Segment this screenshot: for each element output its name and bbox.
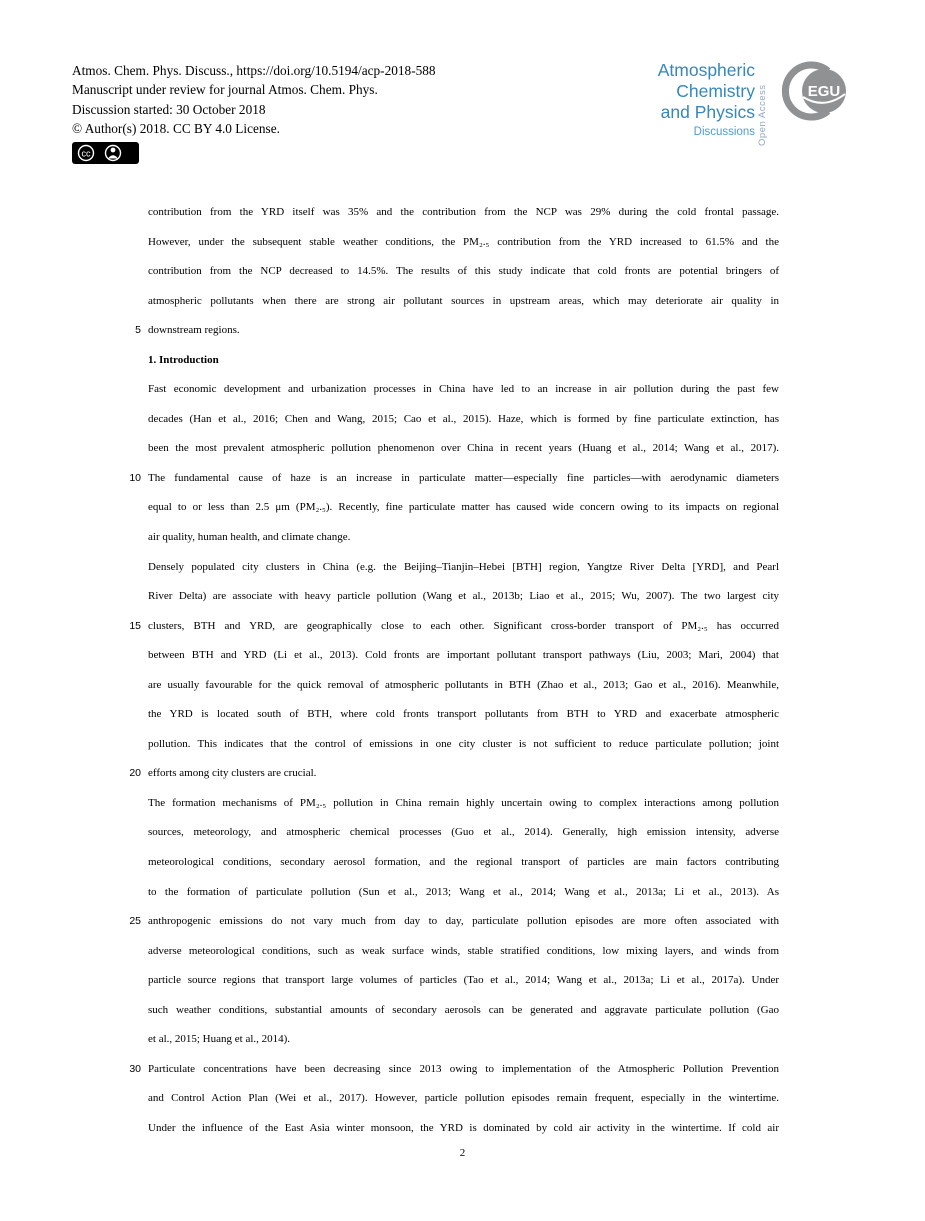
body-line (123, 1025, 779, 1055)
body-line (123, 730, 779, 760)
egu-logo (772, 60, 858, 127)
body-line (123, 287, 779, 317)
body-line-text: adverse meteorological conditions, such as weak surface winds, stable stratified conditions, low mixing layers, and winds from (148, 944, 779, 957)
body-line-text: are usually favourable for the quick removal of atmospheric pollutants in BTH (Zhao et al., 2013; Gao et al., 2016). Meanwhile, (148, 678, 779, 691)
line-number: 30 (129, 1062, 141, 1075)
line-number: 10 (129, 471, 141, 484)
body-line (123, 966, 779, 996)
citation-review-line: Manuscript under review for journal Atmos. Chem. Phys. (72, 82, 378, 98)
journal-title (600, 60, 755, 123)
body-line (123, 523, 779, 553)
body-line-text: to the formation of particulate pollution (Sun et al., 2013; Wang et al., 2014; Wang et al., 2013a; Li et al., 2013). As (148, 885, 779, 898)
body-line-text: such weather conditions, substantial amounts of secondary aerosols can be generated and aggravate particulate pollution (Gao (148, 1003, 779, 1016)
body-line-text: contribution from the NCP decreased to 14.5%. The results of this study indicate that cold fronts are potential bringers of (148, 265, 779, 278)
body-line-text: and Control Action Plan (Wei et al., 2017). However, particle pollution episodes remain frequent, especially in the wintertime. (148, 1092, 779, 1105)
body-line (123, 257, 779, 287)
body-line-text: sources, meteorology, and atmospheric chemical processes (Guo et al., 2014). Generally, high emission intensity, adverse (148, 826, 779, 839)
body-line-text: The formation mechanisms of PM₂.₅ pollution in China remain highly uncertain owing to complex interactions among pollution (148, 796, 779, 809)
body-line (123, 789, 779, 819)
body-lines (123, 198, 779, 1144)
citation-date-line: Discussion started: 30 October 2018 (72, 101, 266, 117)
line-number: 20 (129, 767, 141, 780)
line-number: 25 (129, 915, 141, 928)
citation-doi-line: Atmos. Chem. Phys. Discuss., https://doi.org/10.5194/acp-2018-588 (72, 63, 436, 78)
body-line (123, 1114, 779, 1144)
body-line-text: anthropogenic emissions do not vary much from day to day, particulate pollution episodes are more often associated with (148, 915, 779, 928)
body-line (123, 937, 779, 967)
body-line-text: air quality, human health, and climate change. (148, 531, 351, 544)
body-line-text: decades (Han et al., 2016; Chen and Wang, 2015; Cao et al., 2015). Haze, which is formed by fine particulate extinction, has (148, 412, 779, 425)
body-line-text: However, under the subsequent stable weather conditions, the PM₂.₅ contribution from the YRD increased to 61.5% and the (148, 235, 779, 248)
body-line (123, 228, 779, 258)
body-line-text: River Delta) are associate with heavy particle pollution (Wang et al., 2013b; Liao et al., 2015; Wu, 2007). The two largest city (148, 590, 779, 603)
cc-by-badge (72, 142, 139, 169)
body-line (123, 198, 779, 228)
body-line-text: meteorological conditions, secondary aerosol formation, and the regional transport of particles are main factors contributing (148, 856, 779, 869)
body-line-text: Particulate concentrations have been decreasing since 2013 owing to implementation of the Atmospheric Pollution Prevention (148, 1062, 779, 1075)
journal-title-line: and Physics (660, 102, 755, 122)
body-line (123, 818, 779, 848)
body-line-text: et al., 2015; Huang et al., 2014). (148, 1033, 291, 1046)
section-heading-line (123, 346, 779, 376)
body-line (123, 464, 779, 494)
body-line-text: The fundamental cause of haze is an increase in particulate matter—especially fine particles—with aerodynamic diameters (148, 471, 779, 484)
line-number: 15 (129, 619, 141, 632)
body-line-text: Under the influence of the East Asia winter monsoon, the YRD is dominated by cold air activity in the wintertime. If cold air (148, 1121, 779, 1134)
body-line-text: pollution. This indicates that the control of emissions in one city cluster is not sufficient to reduce particulate pollution; joint (148, 737, 779, 750)
open-access-label: Open Access (757, 84, 768, 146)
body-line-text: Fast economic development and urbanization processes in China have led to an increase in air pollution during the past few (148, 383, 779, 396)
body-line (123, 582, 779, 612)
body-line (123, 671, 779, 701)
body-line-text: efforts among city clusters are crucial. (148, 767, 317, 780)
body-line (123, 405, 779, 435)
body-line (123, 848, 779, 878)
body-line (123, 700, 779, 730)
svg-text:cc: cc (81, 148, 91, 159)
journal-title-line: Chemistry (676, 81, 755, 101)
body-line (123, 878, 779, 908)
body-line (123, 493, 779, 523)
body-line (123, 434, 779, 464)
body-line (123, 996, 779, 1026)
body-line (123, 316, 779, 346)
body-line-text: equal to or less than 2.5 μm (PM₂.₅). Recently, fine particulate matter has caused wide concern owing to its impacts on regional (148, 501, 779, 514)
line-number: 5 (135, 324, 141, 337)
body-line-text: clusters, BTH and YRD, are geographically close to each other. Significant cross-border transport of PM₂.₅ has occurred (148, 619, 779, 632)
body-line-text: between BTH and YRD (Li et al., 2013). Cold fronts are important pollutant transport pathways (Liu, 2003; Mari, 2004) that (148, 649, 779, 662)
body-line-text: Densely populated city clusters in China (e.g. the Beijing–Tianjin–Hebei [BTH] region, Yangtze River Delta [YRD], and Pearl (148, 560, 779, 573)
journal-subtitle: Discussions (693, 126, 755, 138)
journal-title-line: Atmospheric (657, 60, 755, 80)
body-line-text: particle source regions that transport large volumes of particles (Tao et al., 2014; Wang et al., 2013a; Li et al., 2017a). Under (148, 974, 779, 987)
body-line-text: been the most prevalent atmospheric pollution phenomenon over China in recent years (Huang et al., 2014; Wang et al., 2017). (148, 442, 779, 455)
body-line (123, 612, 779, 642)
body-line (123, 1084, 779, 1114)
cc-by-icon (72, 142, 139, 164)
body-line (123, 907, 779, 937)
body-line (123, 641, 779, 671)
body-line (123, 553, 779, 583)
body-line-text: atmospheric pollutants when there are strong air pollutant sources in upstream areas, which may deteriorate air quality in (148, 294, 779, 307)
body-line (123, 375, 779, 405)
body-line (123, 1055, 779, 1085)
body-line-text: 1. Introduction (148, 353, 219, 366)
citation-block (72, 61, 436, 138)
body-line (123, 759, 779, 789)
page-number: 2 (459, 1147, 466, 1159)
egu-logo-icon (772, 60, 858, 122)
body-line-text: the YRD is located south of BTH, where cold fronts transport pollutants from BTH to YRD and exacerbate atmospheric (148, 708, 779, 721)
egu-logo-text: EGU (807, 83, 841, 100)
body-line-text: contribution from the YRD itself was 35% and the contribution from the NCP was 29% during the cold frontal passage. (148, 206, 779, 218)
body-line-text: downstream regions. (148, 324, 240, 337)
citation-license-line: © Author(s) 2018. CC BY 4.0 License. (72, 120, 280, 136)
